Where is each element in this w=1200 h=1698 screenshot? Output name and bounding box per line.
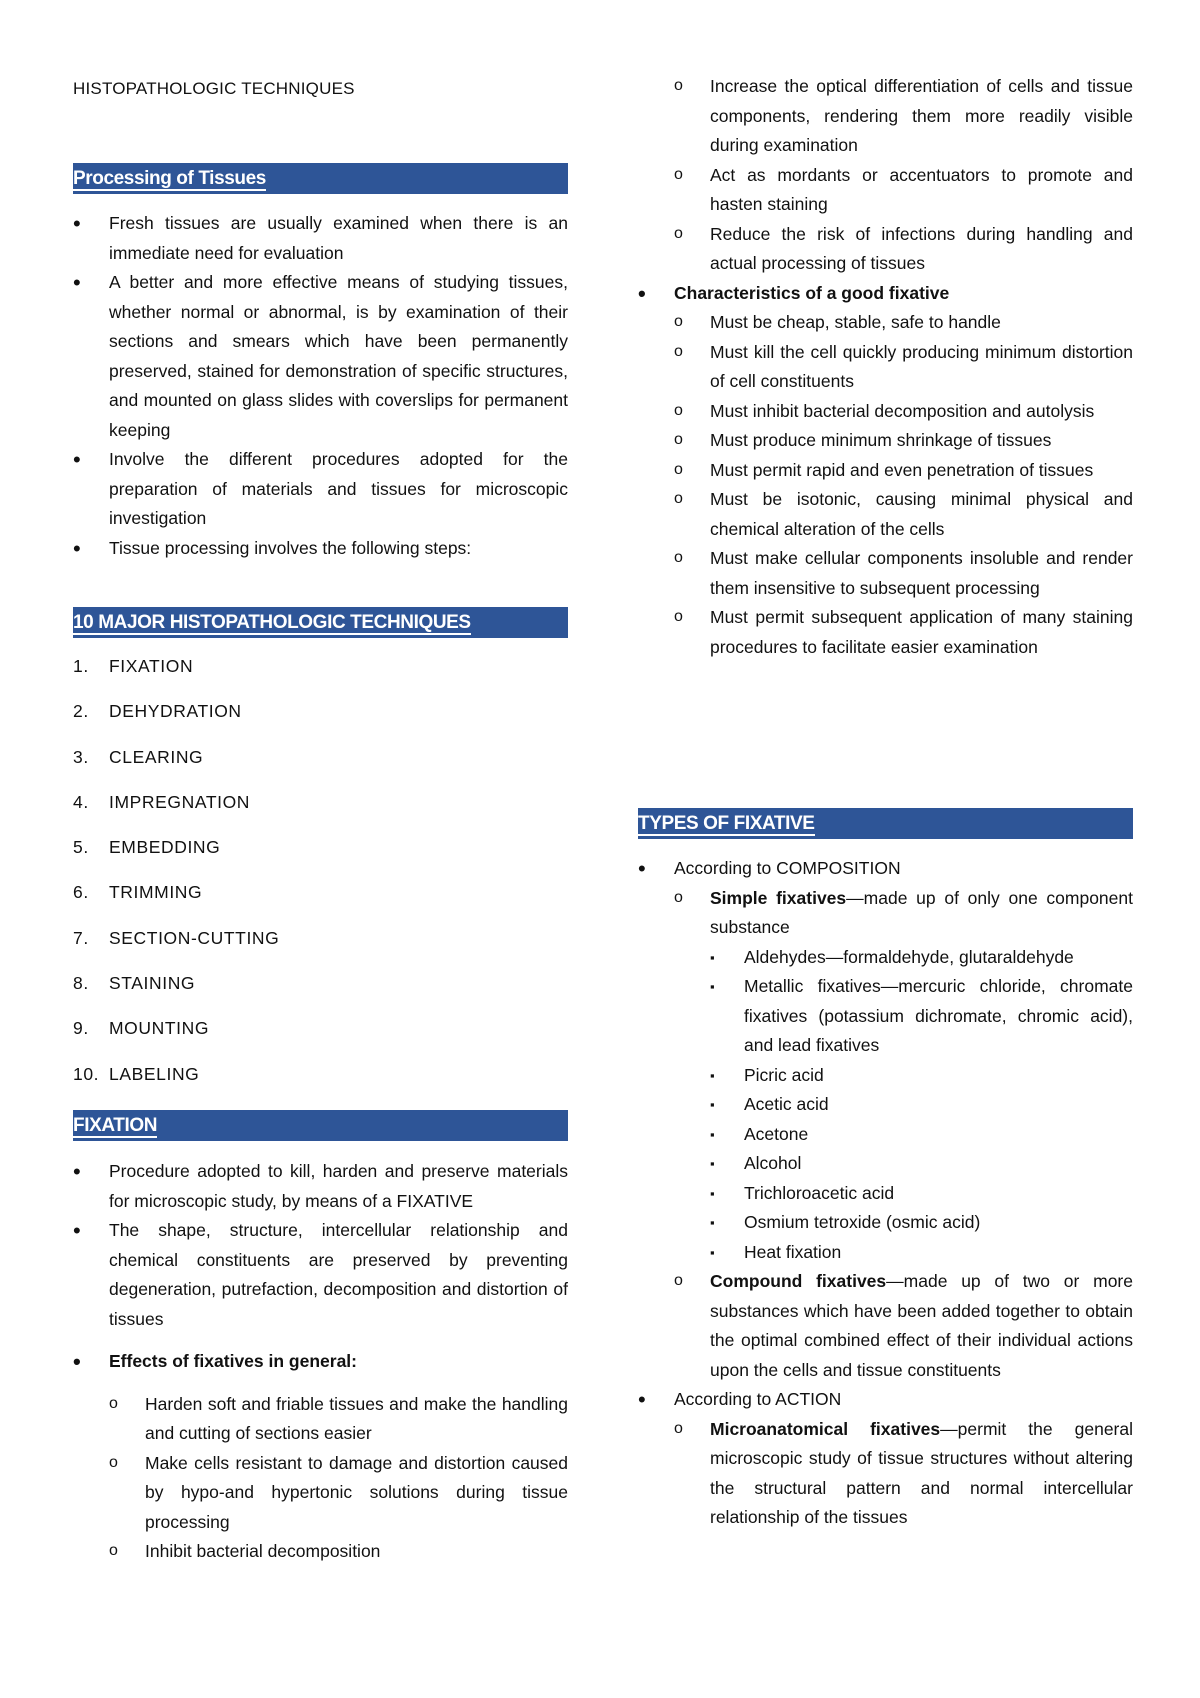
list-item: ▪ Acetic acid — [710, 1090, 1133, 1120]
list-item: o Must permit rapid and even penetration of tissues — [674, 456, 1133, 486]
processing-heading-text: Processing of Tissues — [73, 168, 266, 189]
techniques-list — [73, 652, 568, 1105]
list-item — [674, 1267, 1133, 1385]
list-item — [73, 1014, 568, 1059]
types-heading — [638, 808, 1133, 839]
fixation-heading — [73, 1110, 568, 1141]
list-item: o Must permit subsequent application of many staining procedures to facilitate easier examination — [674, 603, 1133, 662]
types-section — [638, 854, 1133, 1533]
list-label: CLEARING — [109, 746, 204, 767]
techniques-heading-text: 10 MAJOR HISTOPATHOLOGIC TECHNIQUES — [73, 612, 471, 633]
list-number: 9. — [73, 1018, 89, 1039]
list-item — [674, 1415, 1133, 1533]
list-item: o Inhibit bacterial decomposition — [109, 1537, 568, 1567]
list-item — [73, 788, 568, 833]
list-label: SECTION-CUTTING — [109, 927, 280, 948]
list-label: MOUNTING — [109, 1018, 210, 1039]
characteristics-heading: • Characteristics of a good fixative — [638, 279, 1133, 309]
list-item: • According to COMPOSITION — [638, 854, 1133, 884]
list-item: o Must kill the cell quickly producing minimum distortion of cell constituents — [674, 338, 1133, 397]
term: Compound fixatives — [710, 1271, 887, 1291]
list-item: ▪ Heat fixation — [710, 1238, 1133, 1268]
term: Simple fixatives — [710, 887, 847, 908]
list-item: o Harden soft and friable tissues and make the handling and cutting of sections easier — [109, 1390, 568, 1449]
list-item: ▪ Aldehydes—formaldehyde, glutaraldehyde — [710, 943, 1133, 973]
list-item: • Involve the different procedures adopted for the preparation of materials and tissues for microscopic investigation — [73, 445, 568, 534]
list-item: ▪ Metallic fixatives—mercuric chloride, chromate fixatives (potassium dichromate, chromic acid), and lead fixatives — [710, 972, 1133, 1061]
list-item — [73, 833, 568, 878]
list-label: STAINING — [109, 973, 196, 994]
list-item: ▪ Picric acid — [710, 1061, 1133, 1091]
list-number: 1. — [73, 656, 89, 676]
list-item: o Must make cellular components insoluble and render them insensitive to subsequent processing — [674, 544, 1133, 603]
list-item: ▪ Trichloroacetic acid — [710, 1179, 1133, 1209]
list-item: o Make cells resistant to damage and distortion caused by hypo-and hypertonic solutions during tissue processing — [109, 1449, 568, 1538]
list-item: o Increase the optical differentiation of cells and tissue components, rendering them more readily visible during examination — [674, 72, 1133, 161]
list-item: o Must be isotonic, causing minimal physical and chemical alteration of the cells — [674, 485, 1133, 544]
list-item: • The shape, structure, intercellular relationship and chemical constituents are preserved by preventing degeneration, putrefaction, decomposition and distortion of tissues — [73, 1216, 568, 1334]
list-label: FIXATION — [109, 656, 194, 676]
processing-section — [73, 209, 568, 563]
fixation-heading-text: FIXATION — [73, 1115, 158, 1136]
list-item — [674, 884, 1133, 943]
processing-heading — [73, 163, 568, 194]
definition: —made up of two or more substances which have been added together to obtain the optimal combined effect of their individual actions upon the cells and tissue constituents — [710, 1271, 1133, 1380]
list-item — [73, 924, 568, 969]
list-item — [73, 652, 568, 697]
list-item: • Tissue processing involves the following steps: — [73, 534, 568, 564]
list-number: 3. — [73, 746, 89, 767]
list-number: 10. — [73, 1063, 100, 1084]
list-item: o Must inhibit bacterial decomposition and autolysis — [674, 397, 1133, 427]
list-item — [73, 743, 568, 788]
list-number: 6. — [73, 882, 89, 903]
list-item: o Reduce the risk of infections during handling and actual processing of tissues — [674, 220, 1133, 279]
document-title: HISTOPATHOLOGIC TECHNIQUES — [73, 79, 355, 98]
list-number: 2. — [73, 701, 89, 722]
list-item — [73, 878, 568, 923]
list-item: • Procedure adopted to kill, harden and preserve materials for microscopic study, by means of a FIXATIVE — [73, 1157, 568, 1216]
list-label: IMPREGNATION — [109, 791, 251, 812]
list-number: 7. — [73, 927, 89, 948]
list-label: DEHYDRATION — [109, 701, 242, 722]
list-item: o Must be cheap, stable, safe to handle — [674, 308, 1133, 338]
list-item: • According to ACTION — [638, 1385, 1133, 1415]
list-item: • Fresh tissues are usually examined when there is an immediate need for evaluation — [73, 209, 568, 268]
list-item: o Act as mordants or accentuators to promote and hasten staining — [674, 161, 1133, 220]
list-label: TRIMMING — [109, 882, 203, 903]
effects-heading: • Effects of fixatives in general: — [73, 1347, 568, 1377]
list-item: • A better and more effective means of studying tissues, whether normal or abnormal, is by examination of their sections and smears which have been permanently preserved, stained for demonstration of specific structures, and mounted on glass slides with coverslips for permanent keeping — [73, 268, 568, 445]
list-number: 5. — [73, 837, 89, 858]
list-item: ▪ Acetone — [710, 1120, 1133, 1150]
effects-continued — [638, 72, 1133, 662]
list-item — [73, 1060, 568, 1105]
list-item: ▪ Alcohol — [710, 1149, 1133, 1179]
list-item — [73, 697, 568, 742]
fixation-section — [73, 1157, 568, 1567]
list-label: EMBEDDING — [109, 837, 221, 858]
list-label: LABELING — [109, 1063, 200, 1084]
list-number: 8. — [73, 973, 89, 994]
definition: —permit the general microscopic study of tissue structures without altering the structural pattern and normal intercellular relationship of the tissues — [710, 1418, 1133, 1527]
list-item — [73, 969, 568, 1014]
term: Microanatomical fixatives — [710, 1418, 941, 1439]
list-item: o Must produce minimum shrinkage of tissues — [674, 426, 1133, 456]
techniques-heading — [73, 607, 568, 638]
list-number: 4. — [73, 791, 89, 812]
list-item: ▪ Osmium tetroxide (osmic acid) — [710, 1208, 1133, 1238]
definition: —made up of only one component substance — [710, 887, 1133, 937]
types-heading-text: TYPES OF FIXATIVE — [638, 813, 815, 834]
